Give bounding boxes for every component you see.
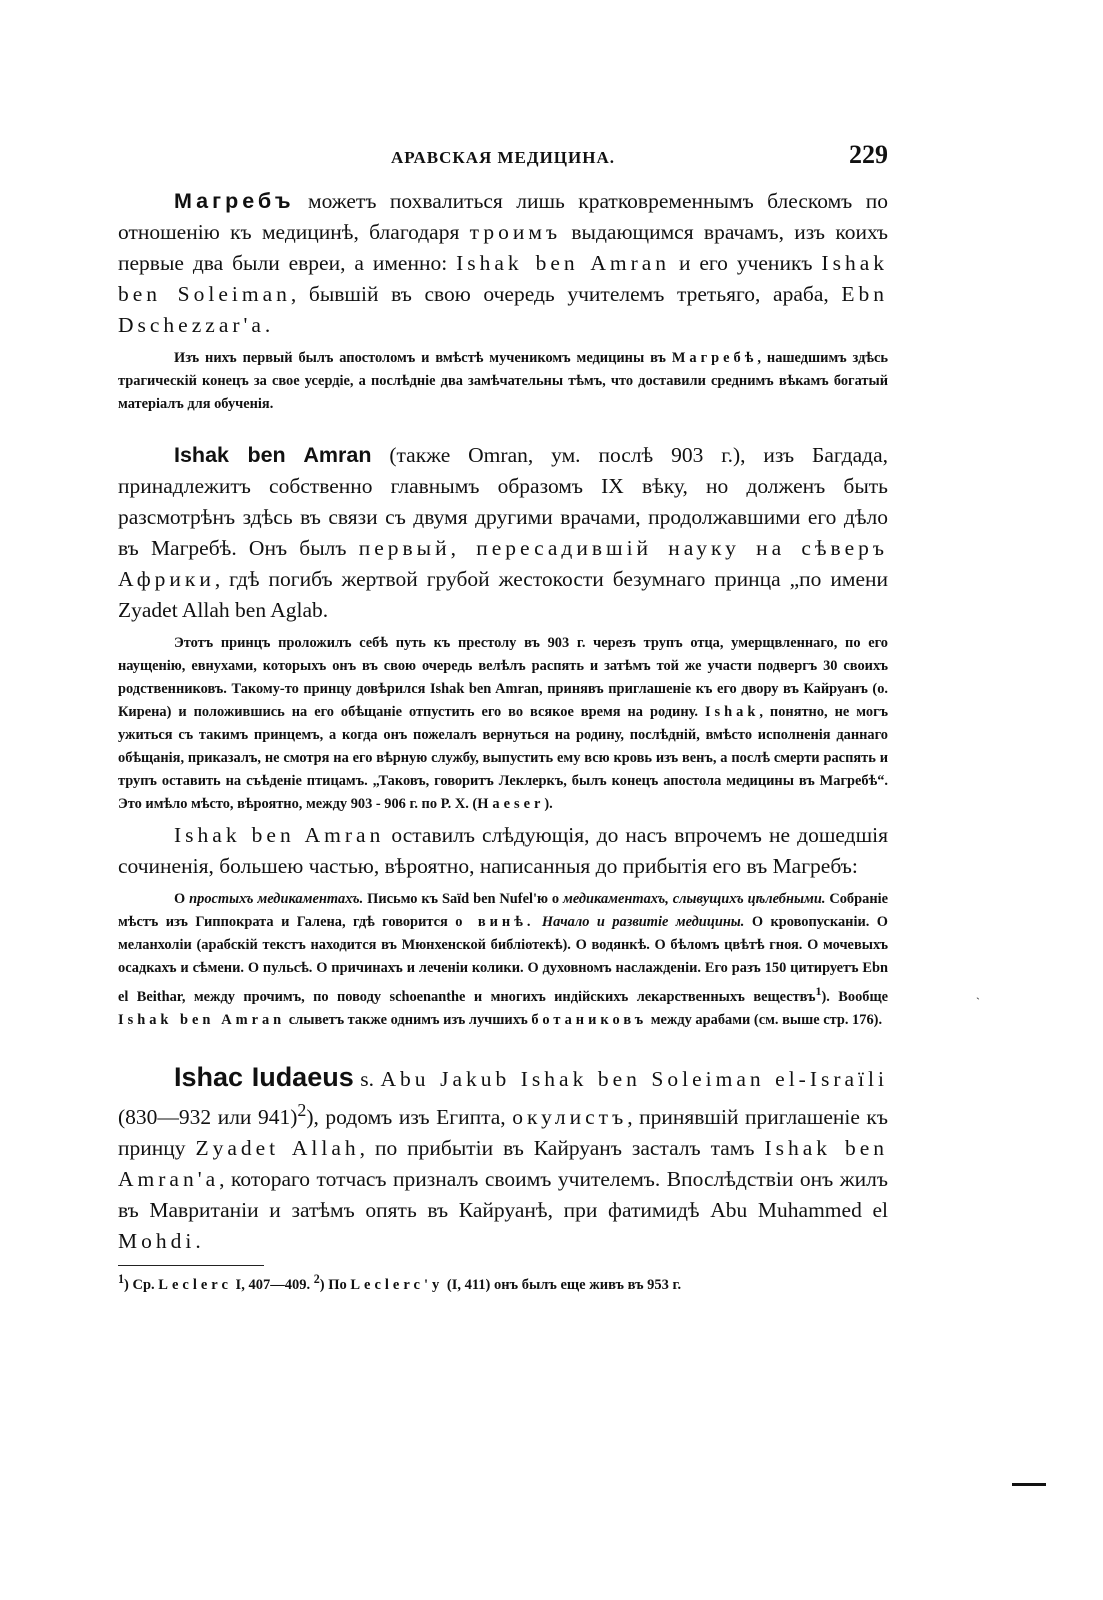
text: s.	[353, 1066, 381, 1091]
margin-tick-mark: `	[976, 995, 980, 1009]
italic-text: Начало и развитіе медицины.	[541, 914, 745, 930]
spaced-name: Zyadet Allah	[195, 1135, 360, 1160]
paragraph-ishak-ben-amran	[118, 440, 888, 626]
footnote-number-1: 1	[118, 1271, 125, 1286]
spaced-text: окулистъ	[512, 1104, 628, 1129]
heading-ishak-ben-amran: Ishak ben Amran	[174, 443, 372, 467]
spaced-name: Ishak ben Amran'а	[118, 1135, 888, 1191]
text: I, 407—409.	[231, 1276, 314, 1293]
text: , гдѣ погибъ жертвой грубой жестокости безумнаго принца „по имени Zyadet Allah ben Aglab.	[118, 567, 888, 622]
italic-text: медикаментахъ, слывущихъ цѣлебными.	[563, 891, 826, 907]
text: ) Cp.	[124, 1276, 159, 1293]
text: и его ученикъ	[670, 251, 822, 275]
text: (также Omran, ум. послѣ 903 г.), изъ Багдада, принадлежитъ собственно главнымъ образомъ IX вѣку, но долженъ быть разсмотрѣнъ здѣсь въ связи съ двумя другими врачами, продолжавшими его дѣло въ Магребѣ. Онъ былъ	[118, 443, 888, 560]
text	[534, 914, 541, 930]
running-header	[118, 140, 888, 180]
margin-dash-mark	[1012, 1483, 1046, 1486]
spaced-text: о винѣ.	[455, 914, 535, 930]
text: (830—932 или 941)	[118, 1104, 298, 1129]
text: , нашедшимъ здѣсь трагическій конецъ за свое усердіе, а послѣдніе два замѣчательны тѣмъ, что доставили среднимъ вѣкамъ богатый матеріалъ для обученія.	[118, 350, 888, 412]
text: (I, 411) онъ былъ еще живъ въ 953 г.	[443, 1276, 682, 1293]
footnote-ref-1: 1	[815, 984, 822, 998]
page-number: 229	[849, 140, 888, 169]
heading-maghreb: Магребъ	[174, 189, 295, 213]
text: , бывшій въ свою очередь учителемъ третьяго, араба,	[290, 282, 842, 306]
spaced-text: троимъ	[469, 220, 562, 244]
text: Письмо къ Saïd ben Nufel'ю о	[363, 891, 563, 907]
text: , по прибытіи въ Кайруанъ засталъ тамъ	[359, 1135, 765, 1160]
spaced-name: Haeser	[477, 796, 545, 812]
spaced-name: Abu Jakub Ishak ben Soleiman el-Israïli	[380, 1066, 888, 1091]
running-title: АРАВСКАЯ МЕДИЦИНА.	[390, 148, 615, 167]
paragraph-works	[118, 820, 888, 882]
page	[118, 140, 888, 1294]
italic-text: простыхъ медикаментахъ.	[189, 891, 364, 907]
spaced-text: Магребѣ	[671, 350, 758, 366]
text: ). Вообще	[821, 988, 888, 1005]
footnote-ref-2: 2	[297, 1099, 307, 1120]
spaced-name: Ishak	[704, 704, 760, 720]
text: можетъ похвалиться лишь кратковременнымъ блескомъ по отношенію къ медицинѣ, благодаря	[118, 189, 888, 244]
text: О	[174, 891, 190, 907]
text: Собраніе мѣстъ изъ Гиппократа и Галена, гдѣ говорится	[118, 891, 888, 930]
text: слыветъ также однимъ изъ лучшихъ	[285, 1011, 532, 1028]
text: оставилъ слѣдующія, до насъ впрочемъ не дошедшія сочиненія, большею частью, вѣроятно, написанныя до прибытія его въ Магребъ:	[118, 823, 888, 878]
spaced-name: Ebn Dschezzar'а.	[118, 282, 889, 337]
spaced-name: Ishak ben Soleiman	[118, 251, 888, 306]
spaced-name: Ishak ben Amran	[174, 823, 385, 847]
spaced-name: Ishak ben Amran	[456, 251, 671, 275]
text: ), родомъ изъ Египта,	[306, 1104, 513, 1129]
small-note-works-list	[118, 888, 888, 1032]
paragraph-ishac-iudaeus	[118, 1062, 888, 1257]
spaced-name: Ishak ben Amran	[118, 1011, 286, 1028]
text: , принявшій приглашеніе къ принцу	[118, 1104, 888, 1160]
text: ).	[544, 796, 553, 812]
text: , понятно, не могъ ужиться съ такимъ принцемъ, а когда онъ пожелалъ вернуться на родину, послѣдній, вмѣсто исполненія даннаго обѣщанія, приказалъ, не смотря на его вѣрную службу, выпустить ему всю кровь изъ венъ, а послѣ смерти распять и трупъ оставить на съѣденіе птицамъ. „Таковъ, говоритъ Леклеркъ, былъ конецъ апостола медицины въ Магребѣ“. Это имѣло мѣсто, вѣроятно, между 903 - 906 г. по Р. Х. (	[118, 704, 888, 812]
footnote-number-2: 2	[313, 1271, 320, 1286]
text: , котораго тотчасъ призналъ своимъ учителемъ. Впослѣдствіи онъ жилъ въ Мавританіи и затѣмъ опять въ Кайруанѣ, при фатимидѣ Abu Muhammed el	[118, 1166, 888, 1222]
text: ) По	[319, 1276, 351, 1293]
text: Этотъ принцъ проложилъ себѣ путь къ престолу въ 903 г. черезъ трупъ отца, умерщвленнаго, по его наущенію, евнухами, которыхъ онъ въ свою очередь велѣлъ распять и затѣмъ той же участи подвергъ 30 своихъ родственниковъ. Такому-то принцу довѣрился Ishak ben Amran, принявъ приглашеніе къ его двору въ Кайруанъ (о. Кирена) и положившись на его обѣщаніе отпустить его во всякое время на родину.	[118, 635, 888, 720]
text: Изъ нихъ первый былъ апостоломъ и вмѣстѣ мученикомъ медицины въ	[174, 350, 672, 366]
spaced-text: ботаниковъ	[531, 1011, 648, 1028]
small-note-2	[118, 632, 888, 816]
spaced-name: Leclerc'у	[350, 1276, 444, 1293]
spaced-text: первый, пересадившій науку на сѣверъ Африки	[118, 536, 888, 591]
paragraph-maghreb	[118, 186, 888, 341]
spaced-name: Mohdi.	[118, 1228, 205, 1253]
text: между арабами (см. выше стр. 176).	[647, 1011, 883, 1028]
small-note-1	[118, 347, 888, 416]
heading-ishac-iudaeus: Ishac Iudaeus	[174, 1061, 354, 1092]
spaced-name: Leclerc	[158, 1276, 232, 1293]
text: выдающимся врачамъ, изъ коихъ первые два были евреи, а именно:	[118, 220, 889, 275]
footnote-divider	[118, 1265, 264, 1266]
text: О кровопусканіи. О меланхоліи (арабскій текстъ находится въ Мюнхенской библіотекѣ). О водянкѣ. О бѣломъ цвѣтѣ гноя. О мочевыхъ осадкахъ и сѣмени. О пульсѣ. О причинахъ и леченіи колики. О духовномъ наслажденіи. Его разъ 150 цитируетъ Ebn el Beithar, между прочимъ, по поводу schoenanthe и многихъ индійскихъ лекарственныхъ веществъ	[118, 914, 889, 1005]
footnotes	[118, 1272, 888, 1294]
